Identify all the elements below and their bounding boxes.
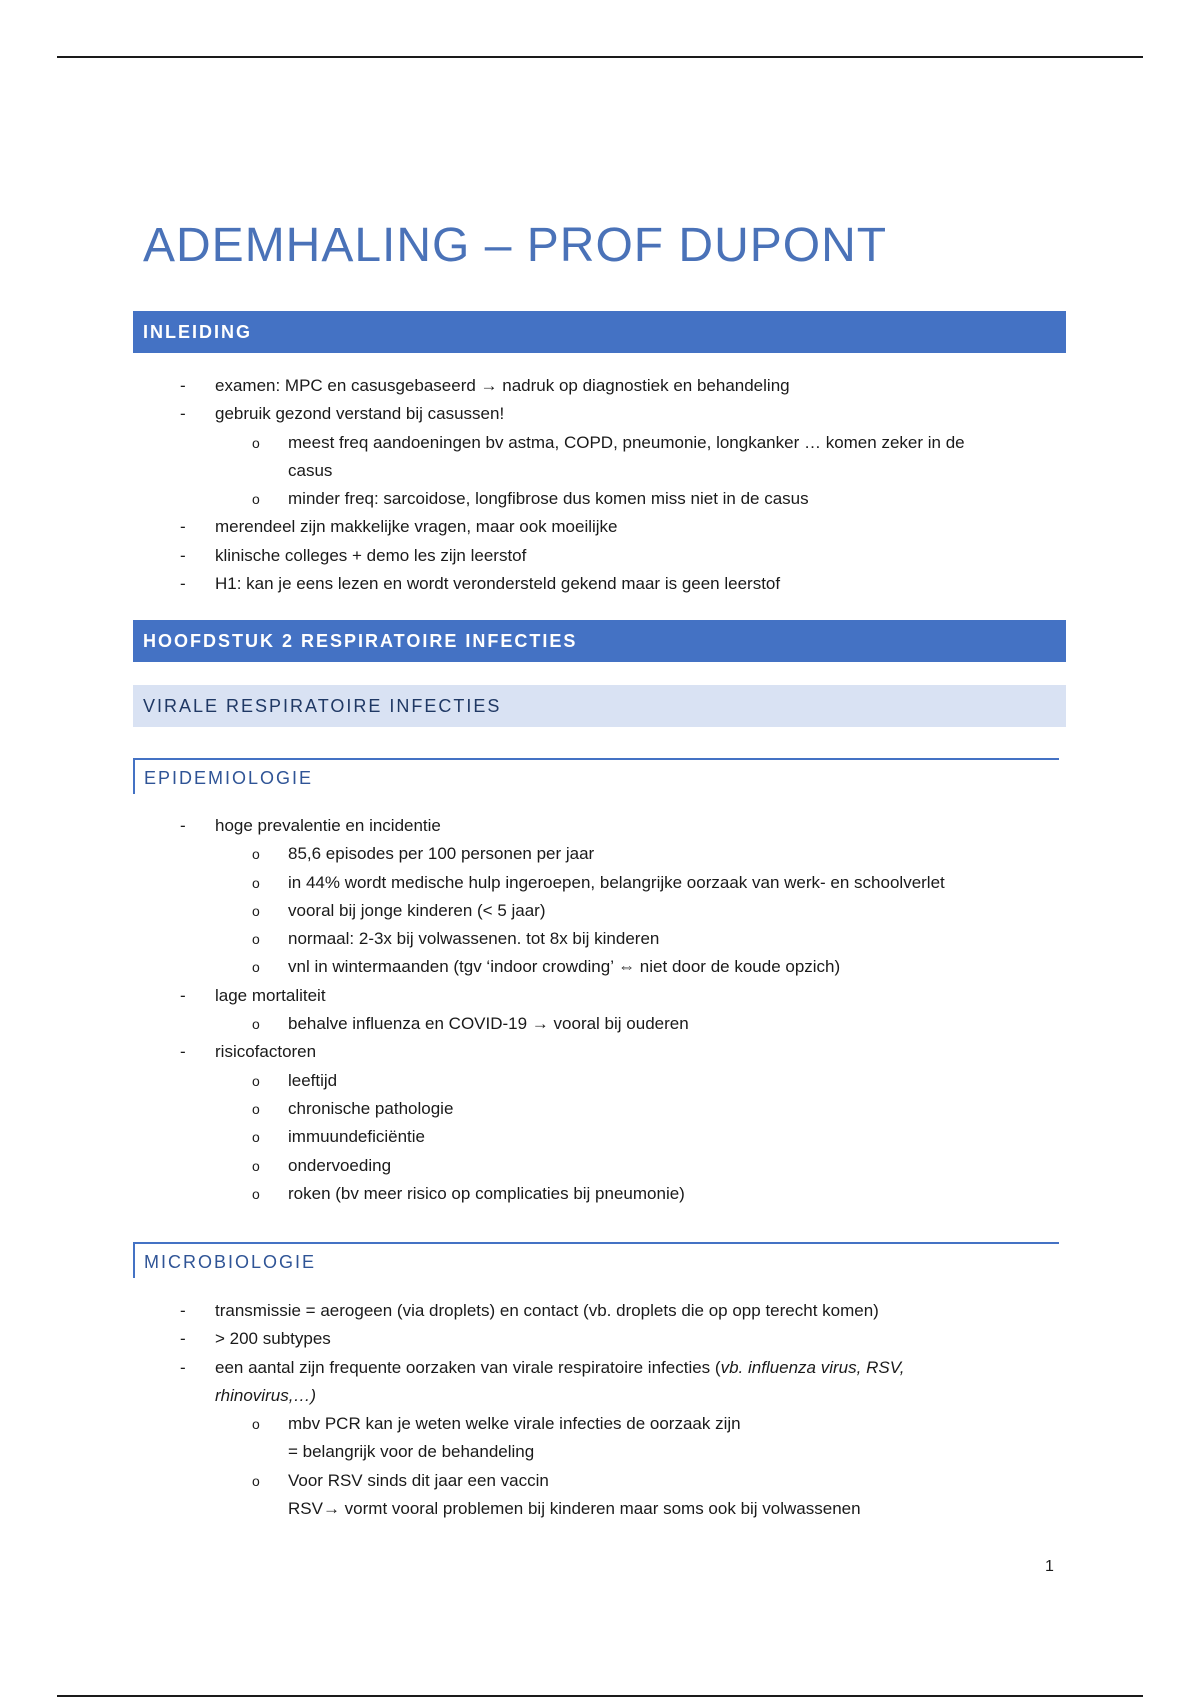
list-item-continuation: rhinovirus,…) bbox=[215, 1385, 317, 1405]
sub-list-item: o normaal: 2-3x bij volwassenen. tot 8x bij kinderen bbox=[252, 929, 660, 949]
heading-inleiding: INLEIDING bbox=[133, 311, 1066, 353]
heading-hoofdstuk-2: HOOFDSTUK 2 RESPIRATOIRE INFECTIES bbox=[133, 620, 1066, 662]
sub-list-item-continuation: = belangrijk voor de behandeling bbox=[288, 1442, 535, 1462]
list-item: - merendeel zijn makkelijke vragen, maar ook moeilijke bbox=[180, 517, 618, 537]
sub-list-item: o chronische pathologie bbox=[252, 1098, 454, 1118]
list-item: - klinische colleges + demo les zijn leerstof bbox=[180, 545, 527, 565]
list-item: - gebruik gezond verstand bij casussen! bbox=[180, 404, 505, 424]
footer-rule bbox=[57, 1695, 1143, 1697]
sub-list-item: o 85,6 episodes per 100 personen per jaar bbox=[252, 844, 595, 864]
sub-list-item: o roken (bv meer risico op complicaties bij pneumonie) bbox=[252, 1183, 685, 1203]
sub-list-item-continuation: casus bbox=[288, 460, 333, 480]
list-item: - > 200 subtypes bbox=[180, 1329, 331, 1349]
list-item: - lage mortaliteit bbox=[180, 985, 326, 1005]
sub-list-item-continuation: RSV→ vormt vooral problemen bij kinderen maar soms ook bij volwassenen bbox=[288, 1499, 861, 1519]
page-number: 1 bbox=[1045, 1558, 1054, 1575]
microbiologie-list bbox=[0, 1297, 905, 1523]
page-title: ADEMHALING – PROF DUPONT bbox=[143, 219, 888, 272]
inleiding-list bbox=[0, 372, 965, 598]
header-rule bbox=[57, 56, 1143, 58]
sub-list-item: o behalve influenza en COVID-19 → vooral bij ouderen bbox=[252, 1014, 689, 1034]
sub-list-item: o Voor RSV sinds dit jaar een vaccin bbox=[252, 1470, 549, 1490]
list-item: - een aantal zijn frequente oorzaken van virale respiratoire infecties (vb. influenza virus, RSV, bbox=[180, 1357, 905, 1377]
heading-virale-respiratoire-infecties: VIRALE RESPIRATOIRE INFECTIES bbox=[133, 685, 1066, 727]
sub-list-item: o vooral bij jonge kinderen (< 5 jaar) bbox=[252, 900, 546, 920]
sub-list-item: o in 44% wordt medische hulp ingeroepen, belangrijke oorzaak van werk- en schoolverlet bbox=[252, 872, 945, 892]
sub-list-item: o vnl in wintermaanden (tgv ‘indoor crowding’ ⇔ niet door de koude opzich) bbox=[252, 957, 841, 977]
list-item: - H1: kan je eens lezen en wordt verondersteld gekend maar is geen leerstof bbox=[180, 574, 781, 594]
heading-epidemiologie: EPIDEMIOLOGIE bbox=[133, 758, 1059, 794]
list-item: - transmissie = aerogeen (via droplets) en contact (vb. droplets die op opp terecht komen) bbox=[180, 1301, 879, 1320]
epidemiologie-list bbox=[0, 812, 945, 1208]
sub-list-item: o mbv PCR kan je weten welke virale infecties de oorzaak zijn bbox=[252, 1414, 741, 1434]
list-item: - examen: MPC en casusgebaseerd → nadruk op diagnostiek en behandeling bbox=[180, 376, 790, 395]
list-item: - hoge prevalentie en incidentie bbox=[180, 816, 441, 835]
sub-list-item: o leeftijd bbox=[252, 1070, 338, 1090]
heading-microbiologie: MICROBIOLOGIE bbox=[133, 1242, 1059, 1278]
sub-list-item: o ondervoeding bbox=[252, 1155, 392, 1175]
list-item: - risicofactoren bbox=[180, 1042, 317, 1062]
sub-list-item: o meest freq aandoeningen bv astma, COPD, pneumonie, longkanker … komen zeker in de bbox=[252, 432, 965, 452]
sub-list-item: o immuundeficiëntie bbox=[252, 1127, 426, 1147]
sub-list-item: o minder freq: sarcoidose, longfibrose dus komen miss niet in de casus bbox=[252, 489, 809, 509]
